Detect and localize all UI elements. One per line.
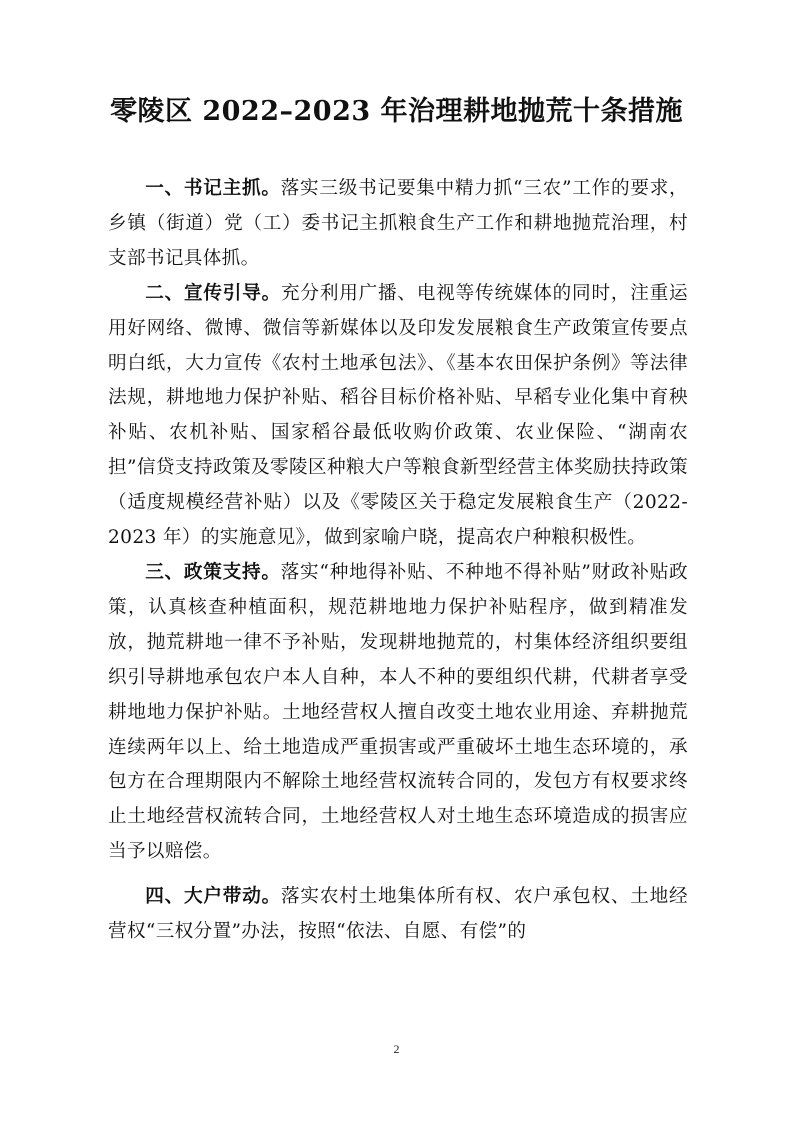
section-paragraph — [108, 880, 688, 950]
document-body — [108, 172, 688, 950]
section-text: 落实“种地得补贴、不种地不得补贴”财政补贴政策，认真核查种植面积，规范耕地地力保护补贴程序，做到精准发放，抛荒耕地一律不予补贴，发现耕地抛荒的，村集体经济组织要组织引导耕地承包农户本人自种，本人不种的要组织代耕，代耕者享受耕地地力保护补贴。土地经营权人擅自改变土地农业用途、弃耕抛荒连续两年以上、给土地造成严重损害或严重破坏土地生态环境的，承包方在合理期限内不解除土地经营权流转合同的，发包方有权要求终止土地经营权流转合同，土地经营权人对土地生态环境造成的损害应当予以赔偿。 — [108, 561, 688, 863]
section-text: 落实三级书记要集中精力抓“三农”工作的要求，乡镇（街道）党（工）委书记主抓粮食生产工作和耕地抛荒治理，村支部书记具体抓。 — [108, 178, 688, 269]
section-heading: 三、政策支持。 — [145, 561, 281, 583]
section-paragraph — [108, 172, 688, 277]
section-text: 充分利用广播、电视等传统媒体的同时，注重运用好网络、微博、微信等新媒体以及印发发展粮食生产政策宣传要点明白纸，大力宣传《农村土地承包法》、《基本农田保护条例》等法律法规，耕地地力保护补贴、稻谷目标价格补贴、早稻专业化集中育秧补贴、农机补贴、国家稻谷最低收购价政策、农业保险、“湖南农担”信贷支持政策及零陵区种粮大户等粮食新型经营主体奖励扶持政策（适度规模经营补贴）以及《零陵区关于稳定发展粮食生产（2022-2023 年）的实施意见》，做到家喻户晓，提高农户种粮积极性。 — [108, 282, 689, 549]
section-paragraph — [108, 556, 688, 870]
page-number: 2 — [393, 1042, 400, 1056]
section-heading: 一、书记主抓。 — [145, 178, 281, 199]
section-heading: 二、宣传引导。 — [145, 282, 282, 304]
section-text: 落实农村土地集体所有权、农户承包权、土地经营权“三权分置”办法，按照“依法、自愿、有偿”的 — [108, 886, 689, 943]
section-heading: 四、大户带动。 — [145, 886, 282, 908]
section-paragraph — [108, 277, 688, 556]
document-title: 零陵区 2022–2023 年治理耕地抛荒十条措施 — [109, 96, 684, 127]
